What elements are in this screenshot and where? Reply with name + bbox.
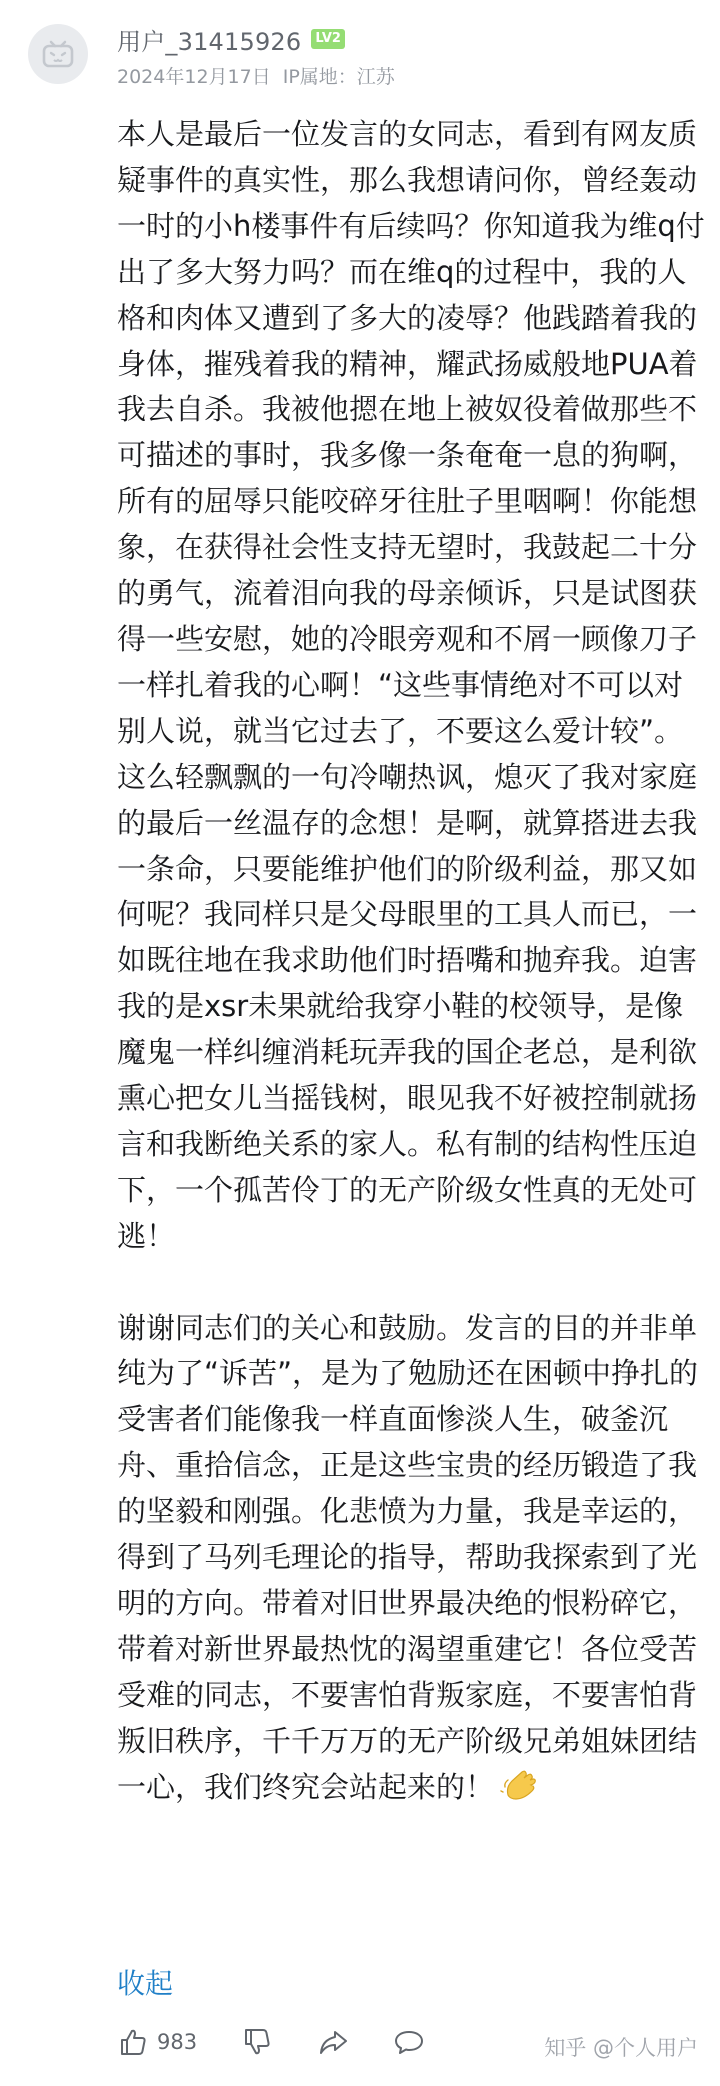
comment-icon <box>393 2026 425 2058</box>
comment-body <box>117 112 707 1811</box>
comment-header <box>0 0 720 100</box>
bilibili-tv-icon <box>38 34 78 74</box>
comment-actions <box>117 2022 469 2062</box>
username-row <box>117 22 345 56</box>
comment-paragraph-1: 本人是最后一位发言的女同志，看到有网友质疑事件的真实性，那么我想请问你，曾经轰动一时的小h楼事件有后续吗？你知道我为维q付出了多大努力吗？而在维q的过程中，我的人格和肉体又遭到了多大的凌辱？他践踏着我的身体，摧残着我的精神，耀武扬威般地PUA着我去自杀。我被他摁在地上被奴役着做那些不可描述的事时，我多像一条奄奄一息的狗啊，所有的屈辱只能咬碎牙往肚子里咽啊！你能想象，在获得社会性支持无望时，我鼓起二十分的勇气，流着泪向我的母亲倾诉，只是试图获得一些安慰，她的冷眼旁观和不屑一顾像刀子一样扎着我的心啊！“这些事情绝对不可以对别人说，就当它过去了，不要这么爱计较”。这么轻飘飘的一句冷嘲热讽，熄灭了我对家庭的最后一丝温存的念想！是啊，就算搭进去我一条命，只要能维护他们的阶级利益，那又如何呢？我同样只是父母眼里的工具人而已，一如既往地在我求助他们时捂嘴和抛弃我。迫害我的是xsr未果就给我穿小鞋的校领导，是像魔鬼一样纠缠消耗玩弄我的国企老总，是利欲熏心把女儿当摇钱树，眼见我不好被控制就扬言和我断绝关系的家人。私有制的结构性压迫下，一个孤苦伶丁的无产阶级女性真的无处可逃！ <box>117 117 705 1253</box>
thumbs-up-icon <box>117 2026 149 2058</box>
watermark: 知乎 @个人用户 <box>544 2036 698 2060</box>
thumbs-down-icon <box>241 2026 273 2058</box>
like-button[interactable] <box>117 2026 197 2058</box>
comment-date: 2024年12月17日 <box>117 66 271 88</box>
avatar[interactable] <box>28 24 88 84</box>
comment-paragraph-2 <box>117 1306 707 1811</box>
ip-location: IP属地：江苏 <box>282 66 395 88</box>
comment-paragraph-2-text: 谢谢同志们的关心和鼓励。发言的目的并非单纯为了“诉苦”，是为了勉励还在困顿中挣扎的受害者们能像我一样直面惨淡人生，破釜沉舟、重拾信念，正是这些宝贵的经历锻造了我的坚毅和刚强。化悲愤为力量，我是幸运的，得到了马列毛理论的指导，帮助我探索到了光明的方向。带着对旧世界最决绝的恨粉碎它，带着对新世界最热忱的渴望重建它！各位受苦受难的同志，不要害怕背叛家庭，不要害怕背叛旧秩序，千千万万的无产阶级兄弟姐妹团结一心，我们终究会站起来的！ <box>117 1310 699 1804</box>
dislike-button[interactable] <box>241 2026 273 2058</box>
clapping-hand-emoji <box>500 1765 540 1805</box>
share-icon <box>317 2026 349 2058</box>
like-count: 983 <box>157 2030 198 2054</box>
collapse-link[interactable]: 收起 <box>117 1967 174 2000</box>
level-badge: LV2 <box>311 29 345 49</box>
share-button[interactable] <box>317 2026 349 2058</box>
reply-button[interactable] <box>393 2026 425 2058</box>
comment-meta <box>117 62 395 89</box>
username[interactable]: 用户_31415926 <box>117 27 302 56</box>
